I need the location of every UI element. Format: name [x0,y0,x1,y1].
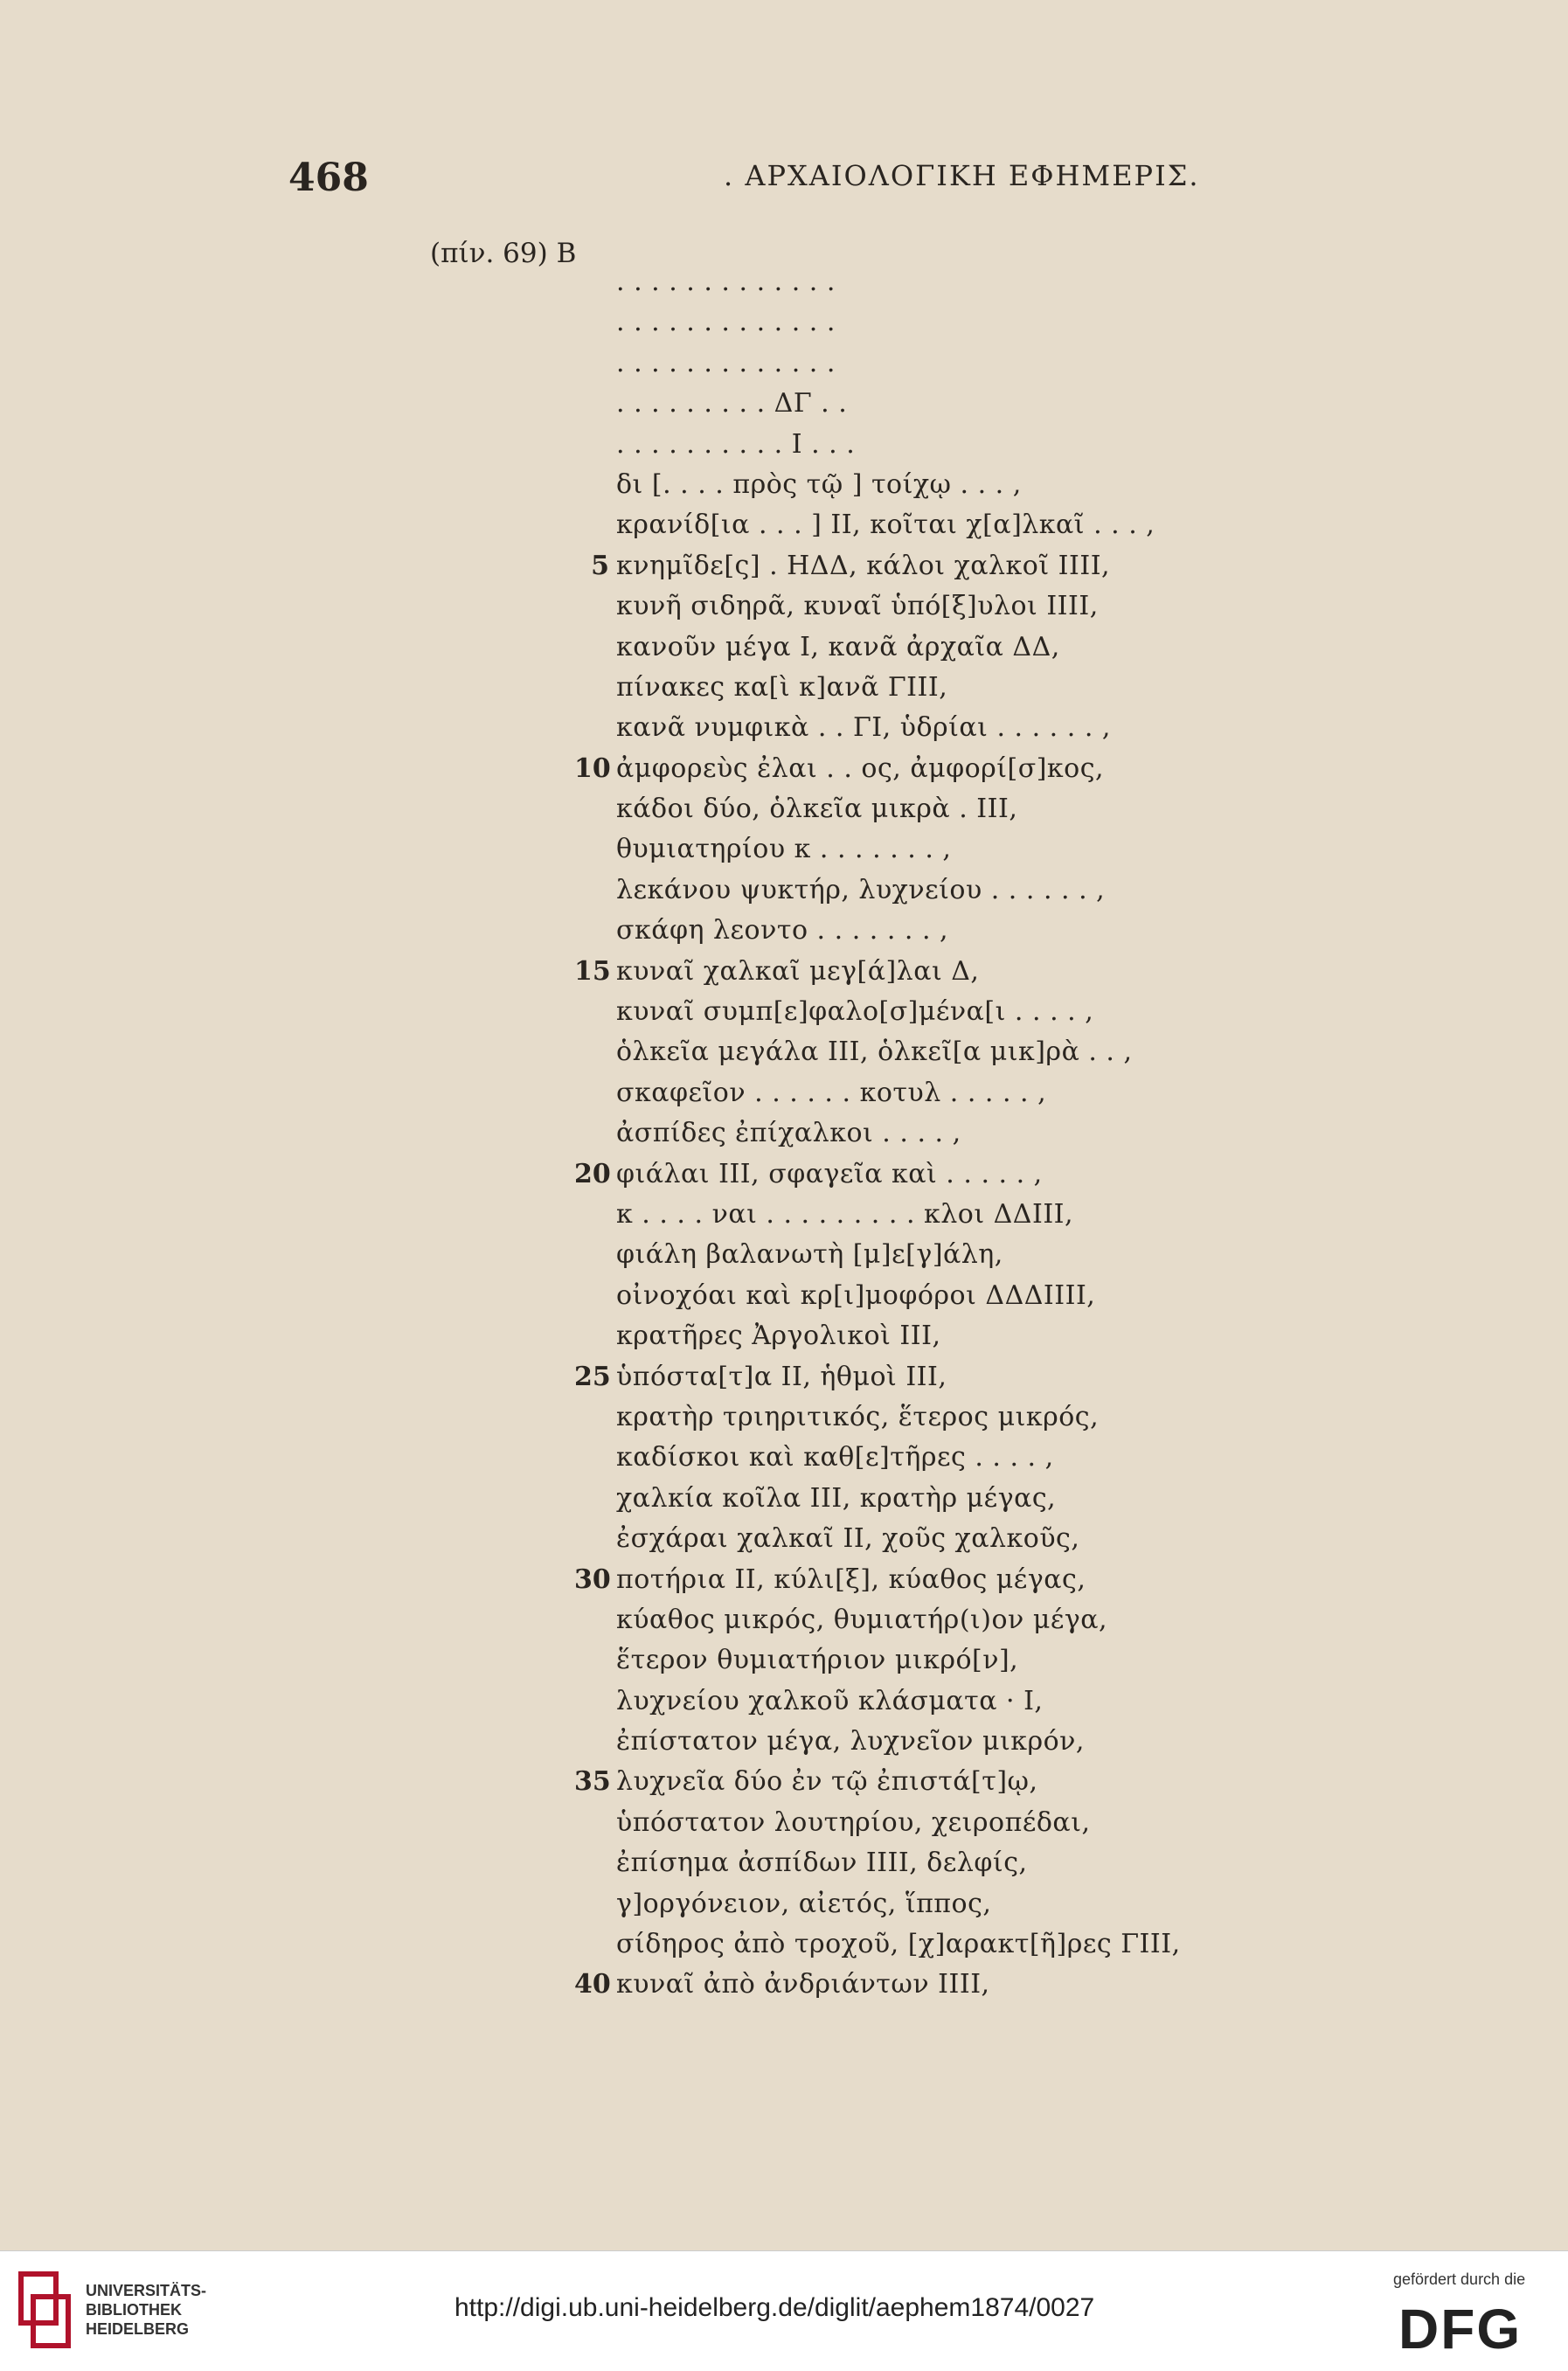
inscription-line [616,1803,1181,1843]
line-text: κυναῖ χαλκαῖ μεγ[ά]λαι Δ, [616,955,980,987]
footer-bar [0,2250,1568,2371]
dfg-logo: DFG [1398,2298,1523,2361]
inscription-line [574,1154,1181,1195]
line-text: ὁλκεῖα μεγάλα ΙΙΙ, ὁλκεῖ[α μικ]ρὰ . . , [616,1036,1133,1068]
inscription-line [616,1479,1181,1519]
inscription-line [616,1681,1181,1722]
line-number: 5 [591,550,609,581]
inscription-line [574,952,1181,992]
line-text: κρατῆρες Ἀργολικοὶ ΙΙΙ, [616,1321,941,1352]
line-number: 40 [574,1969,611,2000]
line-text: οἰνοχόαι καὶ κρ[ι]μοφόροι ΔΔΔΙΙΙΙ, [616,1279,1096,1311]
inscription-line [616,1843,1181,1883]
line-text: φιάλη βαλανωτὴ [μ]ε[γ]άλη, [616,1239,1003,1271]
inscription-line [616,870,1181,911]
line-number: 10 [574,752,611,784]
line-text: κύαθος μικρός, θυμιατήρ(ι)ον μέγα, [616,1604,1108,1635]
line-text: φιάλαι ΙΙΙ, σφαγεῖα καὶ . . . . . , [616,1158,1043,1189]
line-text: ἀμφορεὺς ἐλαι . . ος, ἀμφορί[σ]κος, [616,752,1105,784]
running-title: . ΑΡΧΑΙΟΛΟΓΙΚΗ ΕΦΗΜΕΡΙΣ. [724,159,1200,192]
line-text: ὑπόστατον λουτηρίου, χειροπέδαι, [616,1806,1091,1838]
inscription-line [616,1032,1181,1072]
line-text: . . . . . . . . . . Ι . . . [616,428,856,460]
inscription-line [616,829,1181,870]
library-name [86,2281,206,2339]
line-text: κυνῆ σιδηρᾶ, κυναῖ ὑπό[ξ]υλοι ΙΙΙΙ, [616,591,1099,622]
inscription-line [616,627,1181,668]
inscription-line [616,1276,1181,1316]
library-name-line: BIBLIOTHEK [86,2301,182,2319]
inscription-line [616,1113,1181,1154]
line-text: κάδοι δύο, ὁλκεῖα μικρὰ . ΙΙΙ, [616,794,1018,825]
source-url-link[interactable]: http://digi.ub.uni-heidelberg.de/diglit/aephem1874/0027 [454,2293,1095,2322]
inscription-line [616,1640,1181,1681]
line-text: ἐπίσημα ἀσπίδων ΙΙΙΙ, δελφίς, [616,1848,1028,1879]
inscription-text [574,262,1181,2006]
inscription-line [616,1600,1181,1640]
line-text: χαλκία κοῖλα ΙΙΙ, κρατὴρ μέγας, [616,1482,1057,1514]
line-text: θυμιατηρίου κ . . . . . . . , [616,834,952,865]
inscription-line [616,465,1181,505]
inscription-line [616,1884,1181,1924]
line-text: . . . . . . . . . ΔΓ . . [616,388,848,419]
inscription-line [616,1722,1181,1762]
line-text: πίνακες κα[ὶ κ]ανᾶ ΓΙΙΙ, [616,671,948,703]
line-text: λυχνεῖα δύο ἐν τῷ ἐπιστά[τ]ῳ, [616,1766,1038,1798]
plate-reference: (πίν. 69) Β [430,238,577,269]
line-text: ἕτερον θυμιατήριον μικρό[ν], [616,1645,1019,1676]
university-library-logo-icon [17,2270,72,2351]
inscription-line [616,586,1181,627]
line-text: λυχνείου χαλκοῦ κλάσματα · Ι, [616,1685,1044,1716]
line-text: κρανίδ[ια . . . ] ΙΙ, κοῖται χ[α]λκαῖ . . . , [616,510,1155,541]
inscription-line [616,425,1181,465]
line-text: . . . . . . . . . . . . . [616,267,836,297]
line-text: ποτήρια ΙΙ, κύλι[ξ], κύαθος μέγας, [616,1563,1086,1595]
inscription-line [616,1397,1181,1438]
line-text: κρατὴρ τριηριτικός, ἕτερος μικρός, [616,1401,1100,1432]
inscription-line [574,1357,1181,1397]
line-text: λεκάνου ψυκτήρ, λυχνείου . . . . . . , [616,874,1106,905]
inscription-line [616,992,1181,1032]
line-text: κυναῖ συμπ[ε]φαλο[σ]μένα[ι . . . . , [616,996,1094,1028]
inscription-line [616,1195,1181,1235]
line-number: 20 [574,1158,611,1189]
line-number: 15 [574,955,611,987]
inscription-line [616,668,1181,708]
line-text: γ]οργόνειον, αἰετός, ἵππος, [616,1888,992,1919]
inscription-line [574,1762,1181,1802]
line-number: 35 [574,1766,611,1798]
inscription-line [616,708,1181,748]
inscription-line [616,343,1181,384]
line-text: σκαφεῖον . . . . . . κοτυλ . . . . . , [616,1077,1047,1108]
inscription-line [591,546,1181,586]
line-text: κ . . . . ναι . . . . . . . . . κλοι ΔΔΙΙΙ, [616,1198,1074,1230]
inscription-line [574,749,1181,789]
inscription-line [574,1965,1181,2005]
library-name-line: HEIDELBERG [86,2320,190,2338]
line-text: κανοῦν μέγα Ι, κανᾶ ἀρχαῖα ΔΔ, [616,631,1060,662]
inscription-line [616,1316,1181,1356]
line-text: ἐπίστατον μέγα, λυχνεῖον μικρόν, [616,1726,1085,1757]
line-text: σίδηρος ἀπὸ τροχοῦ, [χ]αρακτ[ῆ]ρες ΓΙΙΙ, [616,1929,1181,1960]
inscription-line [616,911,1181,951]
line-text: σκάφη λεοντο . . . . . . . , [616,915,949,946]
line-text: . . . . . . . . . . . . . [616,347,836,378]
library-name-line: UNIVERSITÄTS- [86,2282,207,2299]
funding-note: gefördert durch die [1393,2270,1526,2288]
line-number: 25 [574,1361,611,1392]
inscription-line [616,1235,1181,1275]
inscription-line [616,789,1181,829]
inscription-line [616,505,1181,545]
inscription-line [616,262,1181,302]
line-text: κνημῖδε[ς] . ΗΔΔ, κάλοι χαλκοῖ ΙΙΙΙ, [616,550,1111,581]
line-text: κυναῖ ἀπὸ ἀνδριάντων ΙΙΙΙ, [616,1969,990,2000]
line-number: 30 [574,1563,611,1595]
inscription-line [616,1519,1181,1559]
line-text: καδίσκοι καὶ καθ[ε]τῆρες . . . . , [616,1442,1054,1473]
line-text: . . . . . . . . . . . . . [616,307,836,338]
inscription-line [616,1924,1181,1965]
inscription-line [616,384,1181,424]
line-text: ἐσχάραι χαλκαῖ ΙΙ, χοῦς χαλκοῦς, [616,1523,1080,1555]
line-text: κανᾶ νυμφικὰ . . ΓΙ, ὑδρίαι . . . . . . , [616,712,1111,744]
line-text: ὑπόστα[τ]α ΙΙ, ἡθμοὶ ΙΙΙ, [616,1361,947,1392]
inscription-line [616,1073,1181,1113]
line-text: δι [. . . . πρὸς τῷ ] τοίχῳ . . . , [616,468,1022,500]
inscription-line [574,1560,1181,1600]
inscription-line [616,302,1181,343]
inscription-line [616,1438,1181,1478]
line-text: ἀσπίδες ἐπίχαλκοι . . . . , [616,1118,961,1149]
page-number: 468 [288,156,369,200]
